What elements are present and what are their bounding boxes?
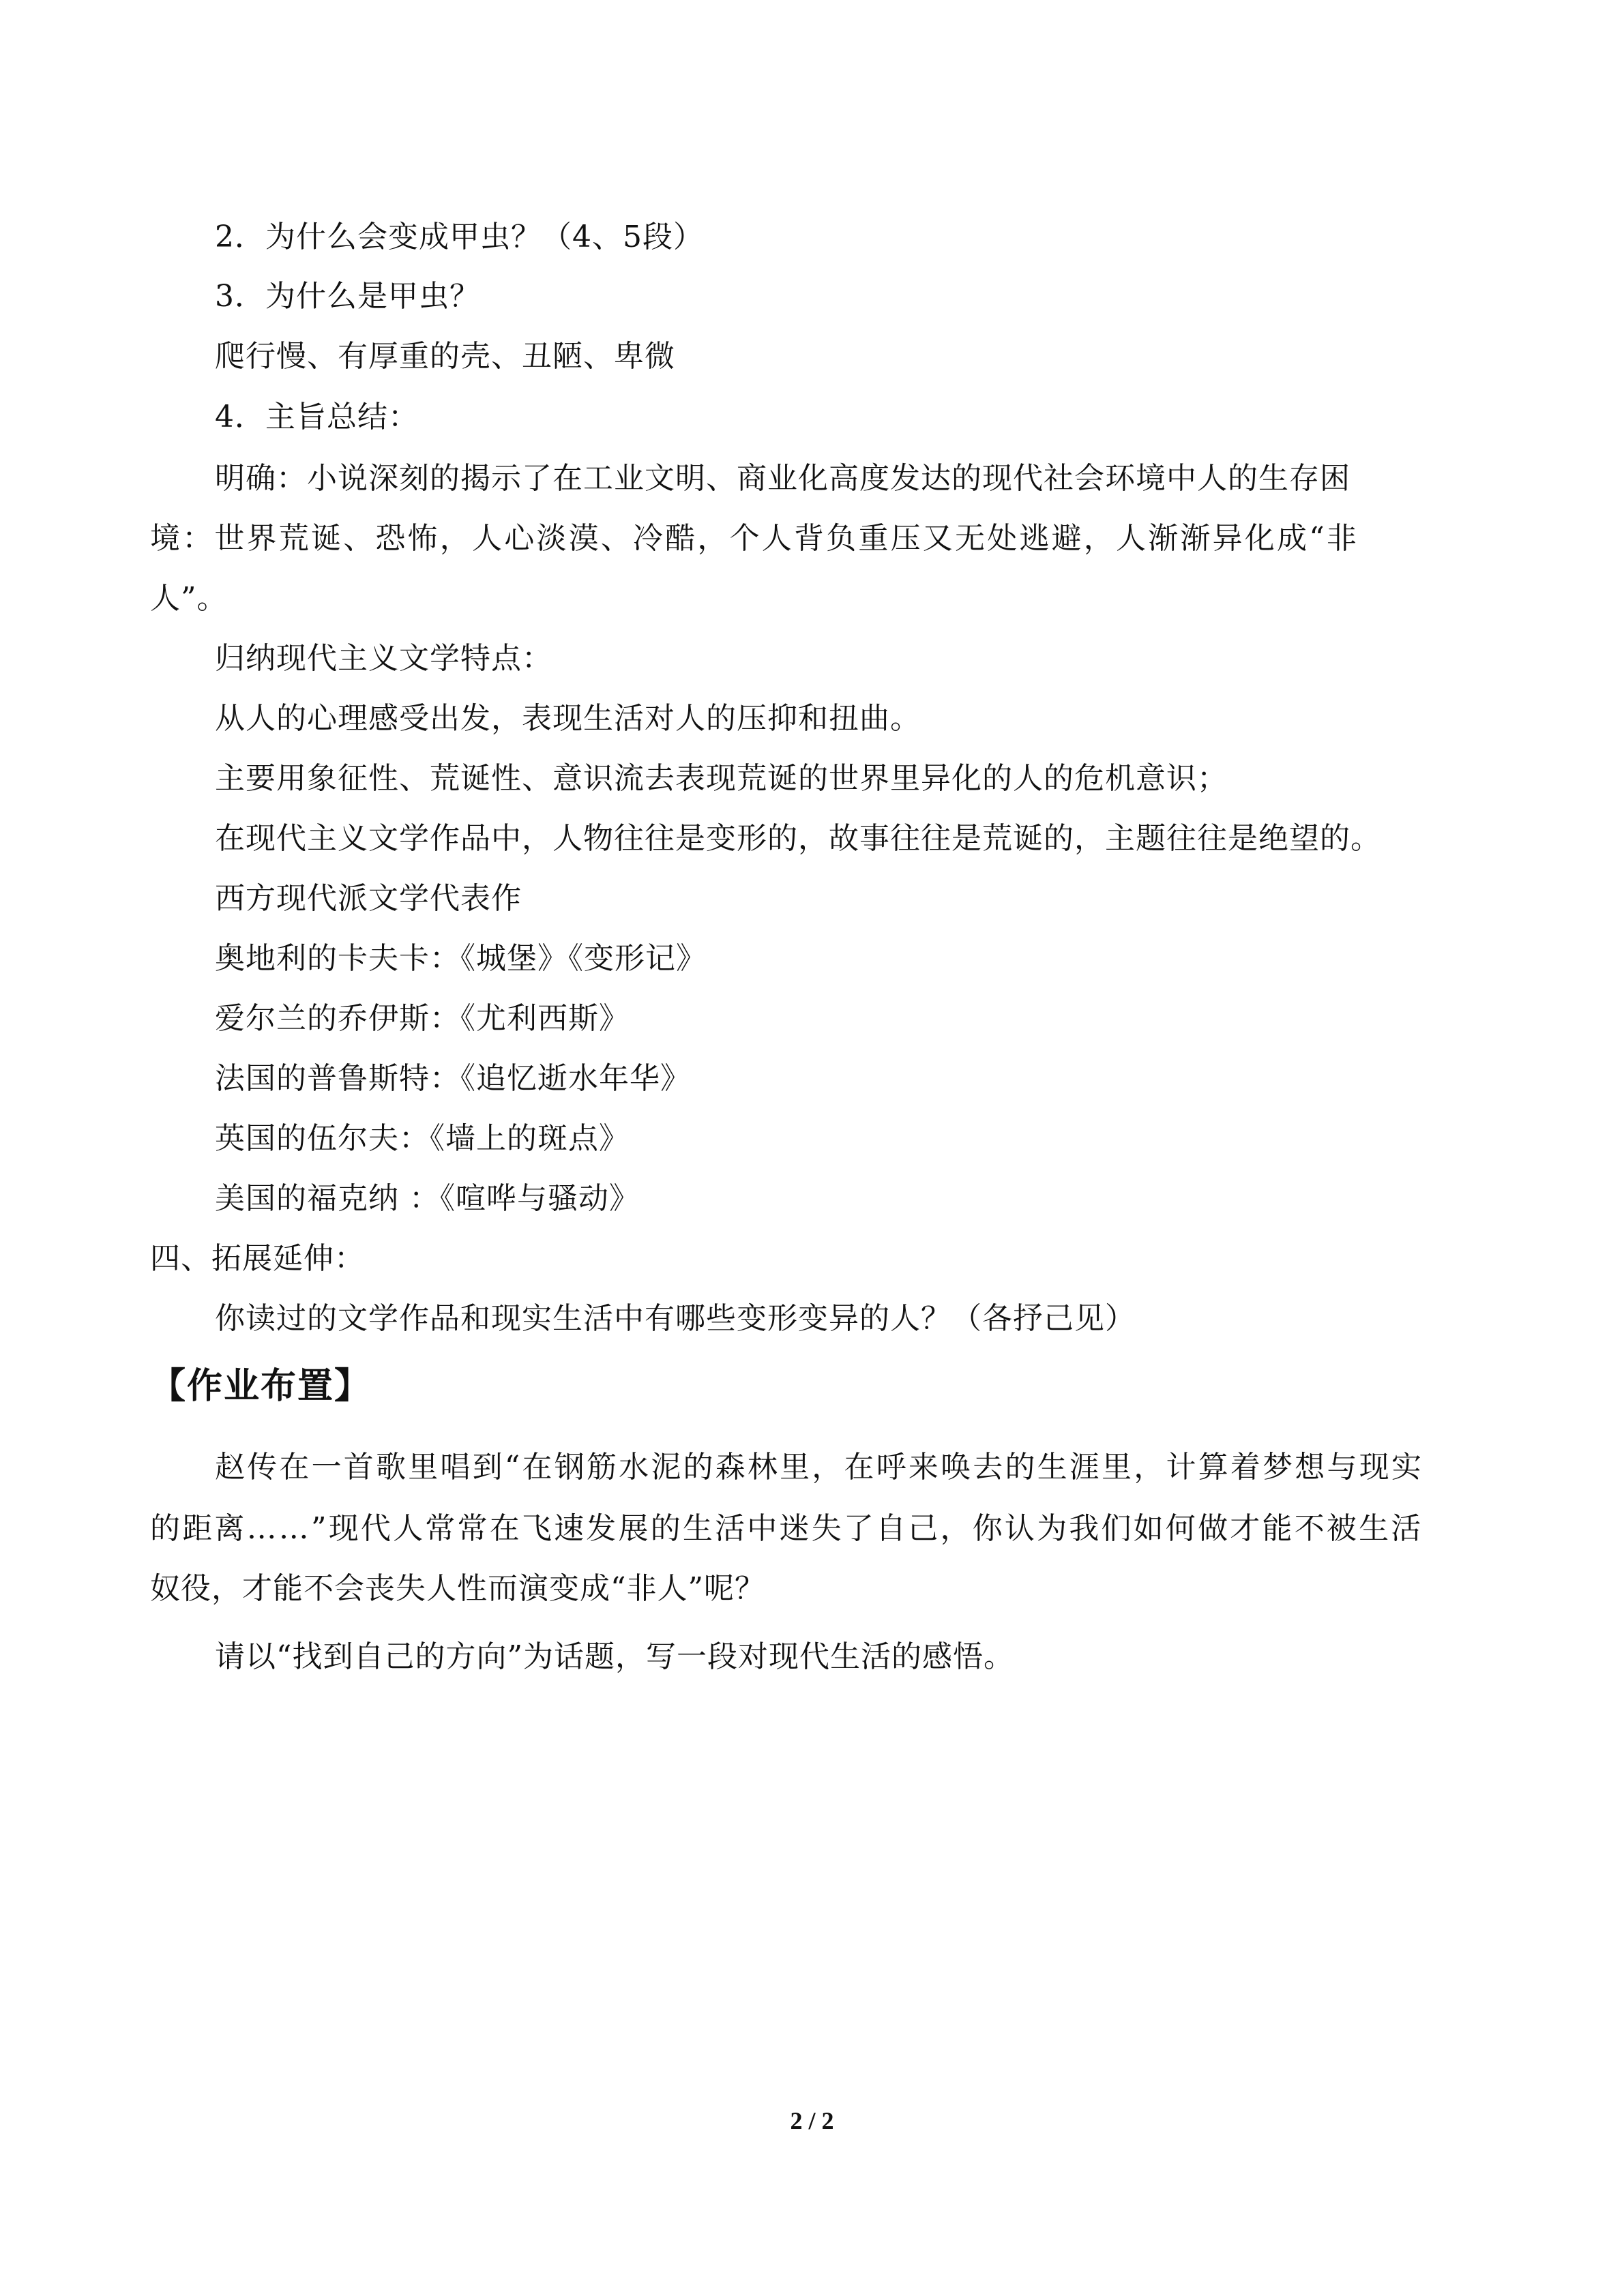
question-3: 3．为什么是甲虫？	[215, 279, 480, 314]
modernism-feature-1: 从人的心理感受出发，表现生活对人的压抑和扭曲。	[215, 701, 921, 736]
work-faulkner: 美国的福克纳 ：《喧哗与骚动》	[215, 1181, 640, 1216]
modernism-feature-3: 在现代主义文学作品中，人物往往是变形的，故事往往是荒诞的，主题往往是绝望的。	[215, 821, 1381, 856]
work-kafka: 奥地利的卡夫卡：《城堡》《变形记》	[215, 941, 707, 976]
page-number: 2 / 2	[790, 2107, 834, 2134]
modernism-feature-2: 主要用象征性、荒诞性、意识流去表现荒诞的世界里异化的人的危机意识；	[215, 761, 1228, 796]
question-2: 2．为什么会变成甲虫？（4、5段）	[215, 220, 704, 254]
question-4: 4．主旨总结：	[215, 400, 419, 434]
work-woolf: 英国的伍尔夫：《墙上的斑点》	[215, 1121, 630, 1156]
theme-summary-line-1: 明确：小说深刻的揭示了在工业文明、商业化高度发达的现代社会环境中人的生存困	[215, 461, 1350, 496]
homework-line-2: 的距离……”现代人常常在飞速发展的生活中迷失了自己，你认为我们如何做才能不被生活	[150, 1511, 1423, 1546]
homework-line-1: 赵传在一首歌里唱到“在钢筋水泥的森林里，在呼来唤去的生涯里，计算着梦想与现实	[215, 1450, 1424, 1485]
section-4-heading: 四、拓展延伸：	[150, 1241, 365, 1276]
work-proust: 法国的普鲁斯特：《追忆逝水年华》	[215, 1061, 691, 1096]
homework-line-3: 奴役，才能不会丧失人性而演变成“非人”呢？	[150, 1571, 765, 1606]
extension-question: 你读过的文学作品和现实生活中有哪些变形变异的人？（各抒己见）	[215, 1301, 1136, 1336]
modernism-features-heading: 归纳现代主义文学特点：	[215, 641, 552, 676]
homework-line-4: 请以“找到自己的方向”为话题，写一段对现代生活的感悟。	[215, 1639, 1014, 1674]
work-joyce: 爱尔兰的乔伊斯：《尤利西斯》	[215, 1001, 630, 1036]
answer-3: 爬行慢、有厚重的壳、丑陋、卑微	[215, 339, 675, 374]
homework-heading: 【作业布置】	[150, 1366, 372, 1407]
representative-works-heading: 西方现代派文学代表作	[215, 881, 522, 916]
theme-summary-line-2: 境：世界荒诞、恐怖，人心淡漠、冷酷，个人背负重压又无处逃避，人渐渐异化成“非	[150, 521, 1359, 556]
theme-summary-line-3: 人”。	[150, 581, 228, 616]
